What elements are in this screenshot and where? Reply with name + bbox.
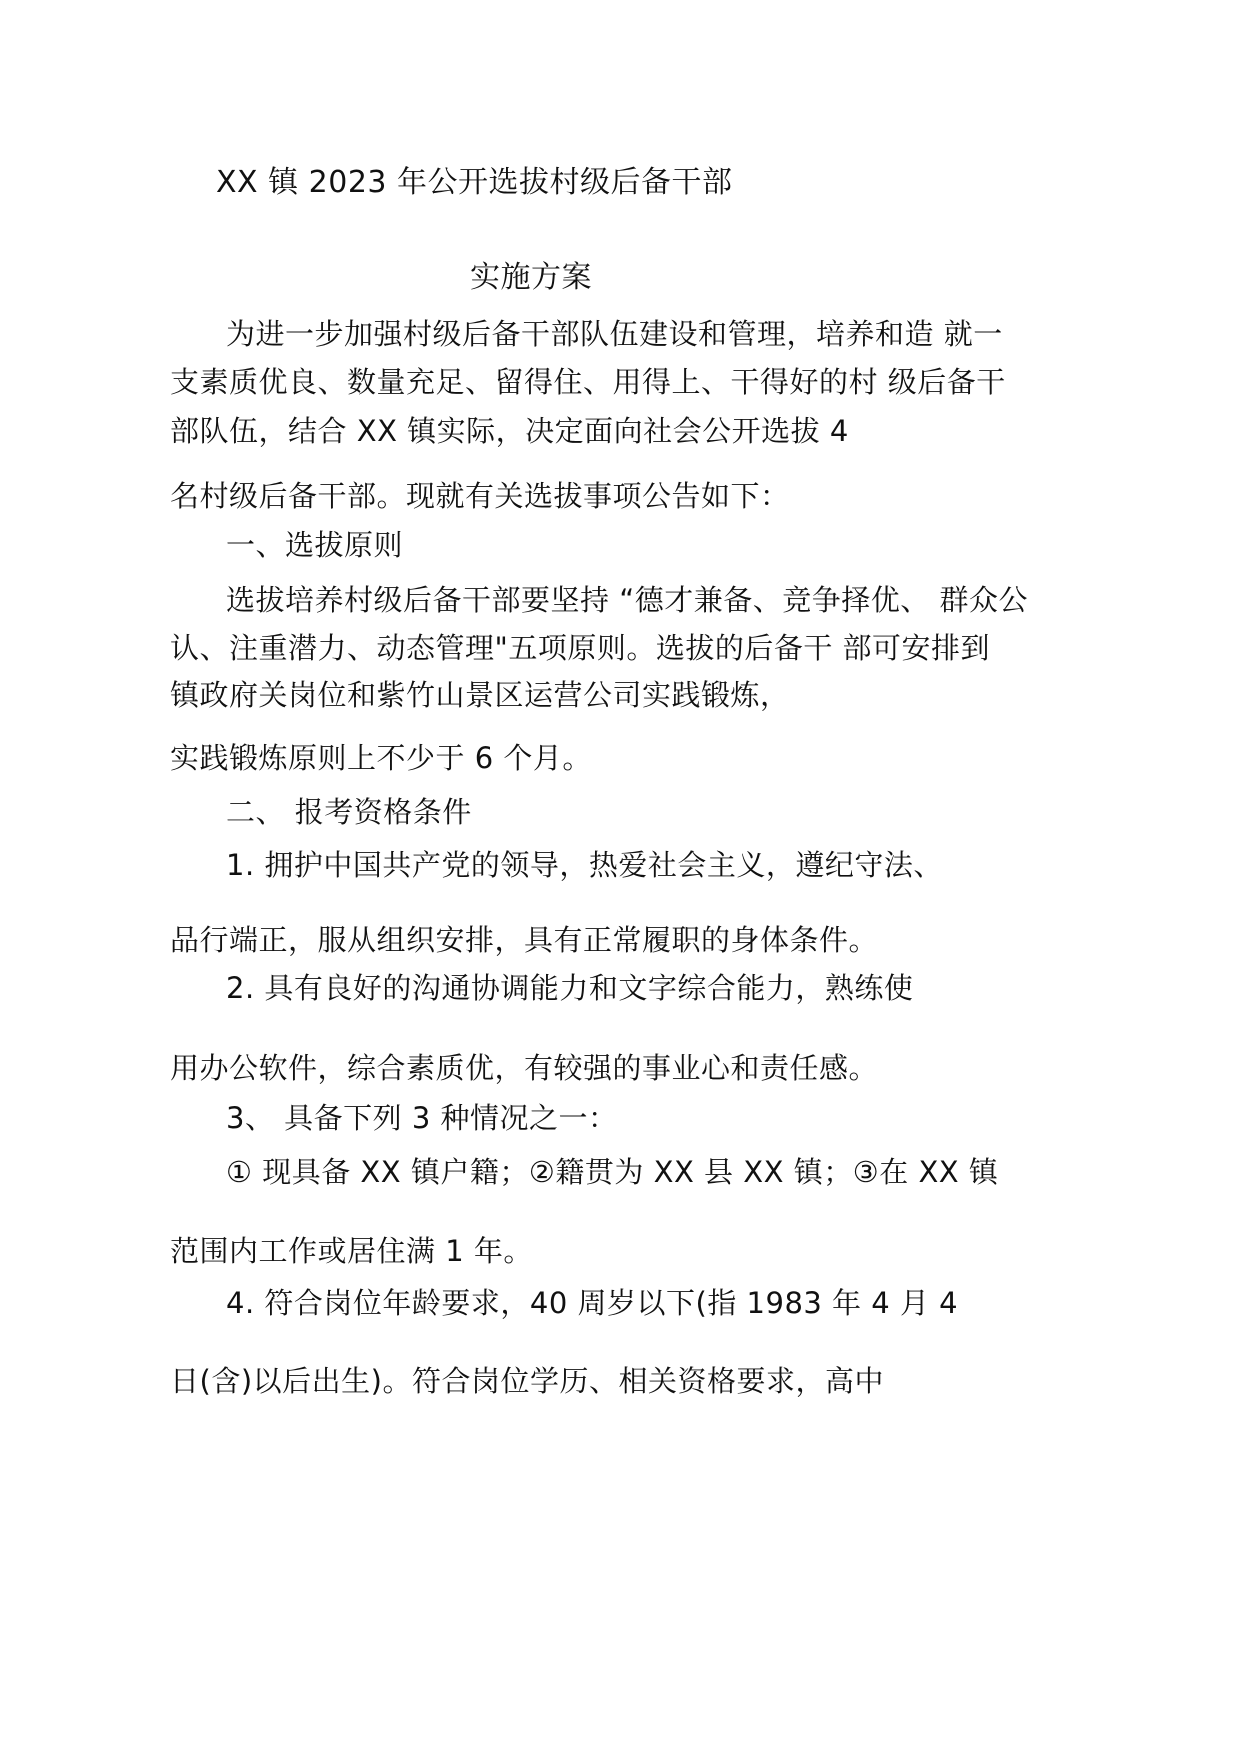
body-line: 为进一步加强村级后备干部队伍建设和管理，培养和造 就一 — [226, 317, 1003, 351]
body-line: 品行端正，服从组织安排，具有正常履职的身体条件。 — [170, 923, 879, 957]
body-line: 选拔培养村级后备干部要坚持 “德才兼备、竞争择优、 群众公 — [226, 583, 1028, 617]
body-line: 部队伍，结合 XX 镇实际，决定面向社会公开选拔 4 — [170, 414, 849, 448]
section-heading: 二、 报考资格条件 — [226, 795, 472, 829]
body-line: 3、 具备下列 3 种情况之一： — [226, 1101, 618, 1135]
document-title-line-2: 实施方案 — [470, 260, 592, 295]
body-line: 1. 拥护中国共产党的领导，热爱社会主义，遵纪守法、 — [226, 848, 943, 882]
body-line: 名村级后备干部。现就有关选拔事项公告如下： — [170, 479, 790, 513]
body-line: 范围内工作或居住满 1 年。 — [170, 1234, 533, 1268]
body-line: 支素质优良、数量充足、留得住、用得上、干得好的村 级后备干 — [170, 365, 1006, 399]
body-line: 实践锻炼原则上不少于 6 个月。 — [170, 741, 592, 775]
body-line: 认、注重潜力、动态管理"五项原则。选拔的后备干 部可安排到 — [170, 631, 991, 665]
body-line: 日(含)以后出生)。符合岗位学历、相关资格要求，高中 — [170, 1364, 884, 1398]
body-line: ① 现具备 XX 镇户籍；②籍贯为 XX 县 XX 镇；③在 XX 镇 — [226, 1155, 999, 1189]
document-title-line-1: XX 镇 2023 年公开选拔村级后备干部 — [216, 165, 733, 200]
body-line: 2. 具有良好的沟通协调能力和文字综合能力，熟练使 — [226, 971, 914, 1005]
body-line: 4. 符合岗位年龄要求，40 周岁以下(指 1983 年 4 月 4 — [226, 1286, 959, 1320]
body-line: 镇政府关岗位和紫竹山景区运营公司实践锻炼， — [170, 678, 790, 712]
body-line: 用办公软件，综合素质优，有较强的事业心和责任感。 — [170, 1051, 879, 1085]
section-heading: 一、选拔原则 — [226, 528, 404, 562]
